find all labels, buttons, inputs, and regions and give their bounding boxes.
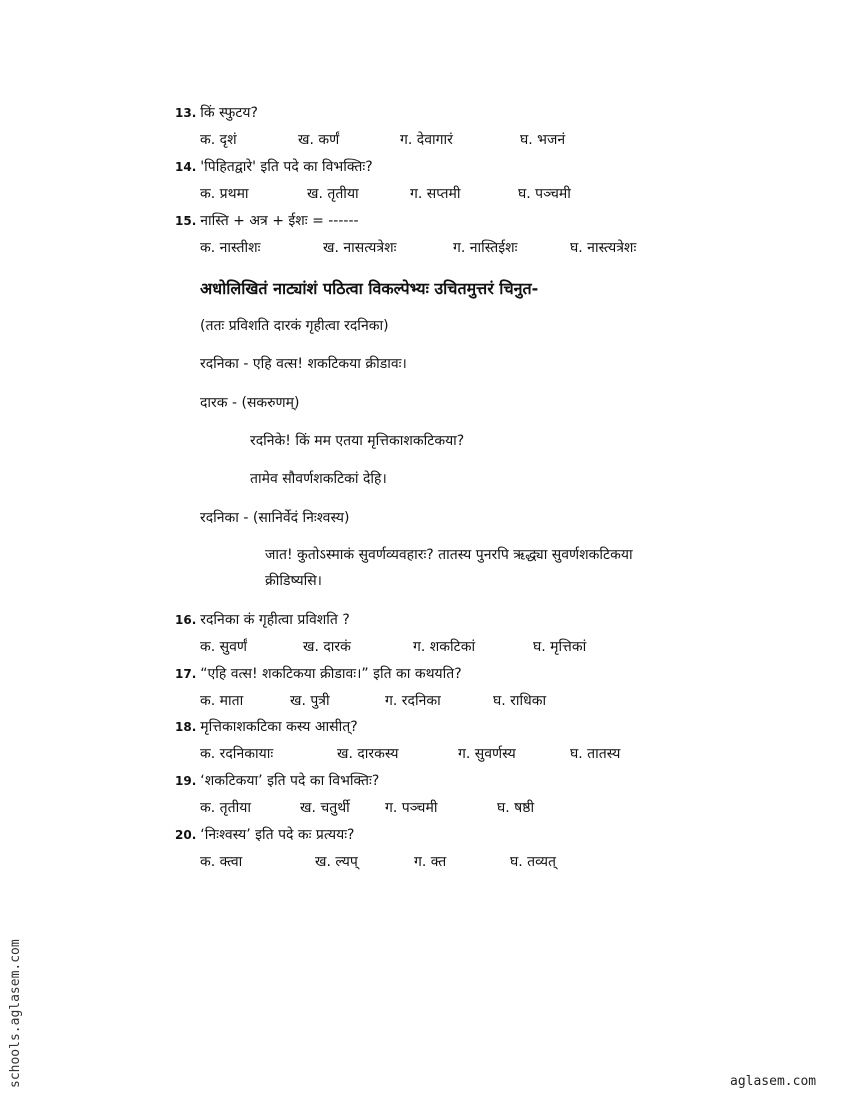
question-text: मृत्तिकाशकटिका कस्य आसीत्? xyxy=(200,719,358,735)
answer-option: ग. सप्तमी xyxy=(410,186,461,202)
answer-option: घ. षष्ठी xyxy=(497,800,535,816)
question xyxy=(175,212,359,230)
question-text: रदनिका कं गृहीत्वा प्रविशति ? xyxy=(200,612,350,628)
passage-line: रदनिका - एहि वत्स! शकटिकया क्रीडावः। xyxy=(200,356,407,372)
answer-option: क. नास्तीशः xyxy=(200,240,261,256)
answer-option: ग. नास्तिईशः xyxy=(453,240,518,256)
question xyxy=(175,611,350,629)
answer-option: घ. मृत्तिकां xyxy=(533,639,587,655)
answer-option: क. क्त्वा xyxy=(200,854,243,870)
answer-option: क. प्रथमा xyxy=(200,186,249,202)
question-number: 19. xyxy=(175,774,197,788)
answer-option: ख. दारकस्य xyxy=(337,746,399,762)
answer-option: ख. चतुर्थी xyxy=(300,800,350,816)
question-number: 16. xyxy=(175,613,197,627)
question-number: 20. xyxy=(175,828,197,842)
answer-option: घ. राधिका xyxy=(493,693,547,709)
question xyxy=(175,772,379,790)
answer-option: क. दृशं xyxy=(200,132,237,148)
question xyxy=(175,826,354,844)
answer-option: ख. पुत्री xyxy=(290,693,330,709)
answer-option: घ. पञ्चमी xyxy=(518,186,571,202)
question-text: 'पिहितद्वारे' इति पदे का विभक्तिः? xyxy=(200,159,373,175)
watermark: schools.aglasem.com xyxy=(8,939,23,1088)
question-text: नास्ति + अत्र + ईशः = ------ xyxy=(200,213,359,229)
answer-option: ग. रदनिका xyxy=(385,693,441,709)
question-text: किं स्फुटय? xyxy=(200,105,258,121)
question-number: 17. xyxy=(175,667,197,681)
passage-heading: अधोलिखितं नाट्यांशं पठित्वा विकल्पेभ्यः उचितमुत्तरं चिनुत- xyxy=(200,279,539,298)
question xyxy=(175,104,258,122)
question-number: 18. xyxy=(175,720,197,734)
passage-line: रदनिके! किं मम एतया मृत्तिकाशकटिकया? xyxy=(250,433,465,449)
answer-option: क. रदनिकायाः xyxy=(200,746,274,762)
answer-option: ग. क्त xyxy=(414,854,447,870)
question-number: 15. xyxy=(175,214,197,228)
answer-option: ग. पञ्चमी xyxy=(385,800,438,816)
footer-site: aglasem.com xyxy=(730,1074,817,1089)
answer-option: क. तृतीया xyxy=(200,800,251,816)
answer-option: ग. शकटिकां xyxy=(413,639,476,655)
passage-line: (ततः प्रविशति दारकं गृहीत्वा रदनिका) xyxy=(200,318,389,334)
answer-option: ग. सुवर्णस्य xyxy=(458,746,516,762)
answer-option: घ. तातस्य xyxy=(570,746,621,762)
answer-option: ख. कर्णं xyxy=(298,132,340,148)
question xyxy=(175,665,462,683)
answer-option: घ. भजनं xyxy=(520,132,566,148)
passage-line: तामेव सौवर्णशकटिकां देहि। xyxy=(250,471,387,487)
passage-line: रदनिका - (सानिर्वेदं निःश्वस्य) xyxy=(200,510,350,526)
answer-option: ख. नासत्यत्रेशः xyxy=(323,240,397,256)
question-text: ‘निःश्वस्य’ इति पदे कः प्रत्ययः? xyxy=(200,827,355,843)
answer-option: ख. तृतीया xyxy=(307,186,359,202)
question-number: 14. xyxy=(175,160,197,174)
question xyxy=(175,158,373,176)
answer-option: घ. तव्यत् xyxy=(510,854,557,870)
answer-option: क. माता xyxy=(200,693,244,709)
answer-option: घ. नास्त्यत्रेशः xyxy=(570,240,637,256)
passage-line: क्रीडिष्यसि। xyxy=(265,573,322,589)
passage-line: जात! कुतोऽस्माकं सुवर्णव्यवहारः? तातस्य पुनरपि ऋद्ध्या सुवर्णशकटिकया xyxy=(265,547,633,563)
answer-option: ग. देवागारं xyxy=(400,132,453,148)
answer-option: ख. ल्यप् xyxy=(315,854,358,870)
answer-option: ख. दारकं xyxy=(303,639,351,655)
answer-option: क. सुवर्णं xyxy=(200,639,248,655)
question-number: 13. xyxy=(175,106,197,120)
question-text: ‘शकटिकया’ इति पदे का विभक्तिः? xyxy=(200,773,380,789)
question-text: “एहि वत्स! शकटिकया क्रीडावः।” इति का कथयति? xyxy=(200,666,462,682)
passage-line: दारक - (सकरुणम्) xyxy=(200,395,300,411)
question xyxy=(175,718,358,736)
